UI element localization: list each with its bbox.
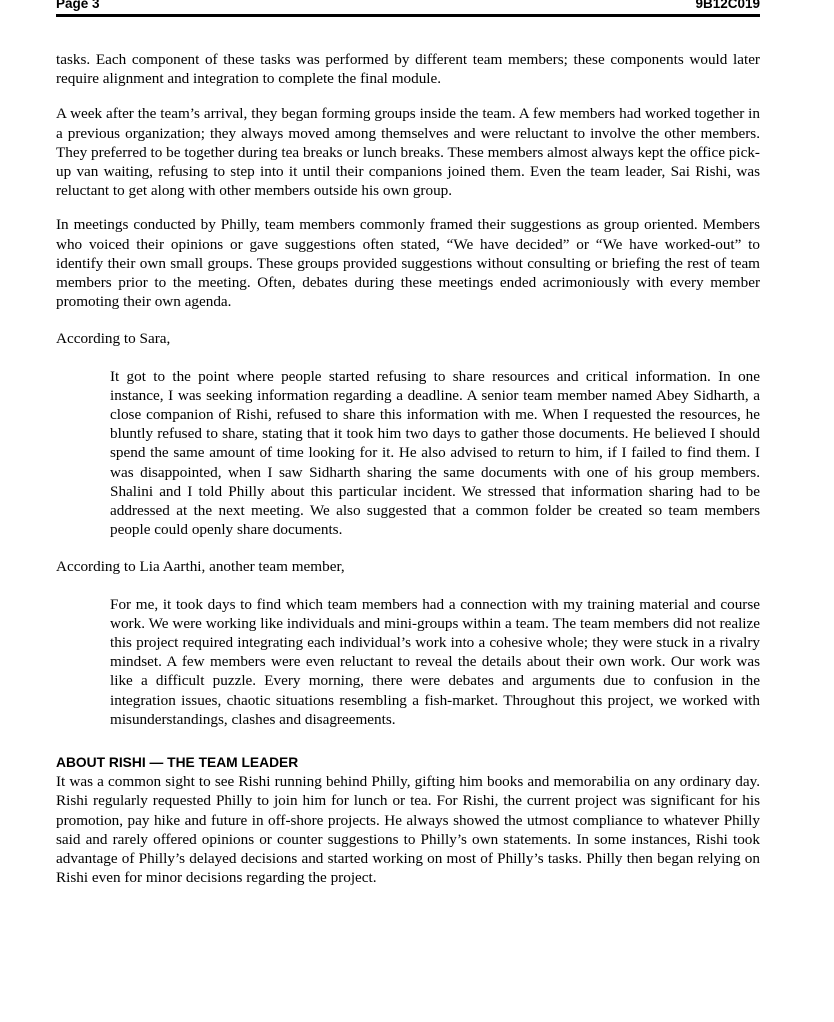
document-body bbox=[56, 50, 760, 887]
section-heading: ABOUT RISHI — THE TEAM LEADER bbox=[56, 755, 299, 771]
paragraph-rishi: It was a common sight to see Rishi running behind Philly, gifting him books and memorabilia on any ordinary day. Rishi regularly requested Philly to join him for lunch or tea. For Rishi, the current project was significant for his promotion, pay hike and future in off-shore projects. He always showed the utmost compliance to whatever Philly said and rarely offered opinions or counter suggestions to Philly’s own statements. In some instances, Rishi took advantage of Philly’s delayed decisions and started working on most of Philly’s tasks. Philly then began relying on Rishi even for minor decisions regarding the project. bbox=[56, 773, 760, 887]
page-header bbox=[56, 0, 760, 14]
paragraph-groups: A week after the team’s arrival, they began forming groups inside the team. A few members had worked together in a previous organization; they always moved among themselves and were reluctant to involve the other members. They preferred to be together during tea breaks or lunch breaks. These members almost always kept the office pick-up van waiting, refusing to step into it until their companions joined them. Even the team leader, Sai Rishi, was reluctant to get along with other members outside his own group. bbox=[56, 105, 760, 200]
paragraph-meetings: In meetings conducted by Philly, team members commonly framed their suggestions as group oriented. Members who voiced their opinions or gave suggestions often stated, “We have decided” or “We have worked-out” to identify their own small groups. These groups provided suggestions without consulting or briefing the rest of team members prior to the meeting. Often, debates during these meetings ended acrimoniously with every member promoting their own agenda. bbox=[56, 216, 760, 311]
quote-sara: It got to the point where people started refusing to share resources and critical information. In one instance, I was seeking information regarding a deadline. A senior team member named Abey Sidharth, a close companion of Rishi, refused to share this information with me. When I requested the resources, he bluntly refused to share, stating that it took him two days to gather those documents. He believed I should spend the same amount of time looking for it. He also advised to return to him, if I failed to find them. I was disappointed, when I saw Sidharth sharing the same documents with one of his group members. Shalini and I told Philly about this particular incident. We stressed that information sharing had to be addressed at the next meeting. We also suggested that a common folder be created so team members people could openly share documents. bbox=[110, 367, 760, 539]
case-number: 9B12C019 bbox=[695, 0, 760, 11]
quote-lia: For me, it took days to find which team members had a connection with my training material and course work. We were working like individuals and mini-groups within a team. The team members did not realize this project required integrating each individual’s work into a cohesive whole; they were stuck in a rivalry mindset. A few members were even reluctant to reveal the details about their own work. Our work was like a difficult puzzle. Every morning, there were debates and arguments due to confusion in the integration issues, chaotic situations resembling a fish-market. Throughout this project, we worked with misunderstandings, clashes and disagreements. bbox=[110, 595, 760, 728]
paragraph-according-sara: According to Sara, bbox=[56, 330, 171, 348]
page-number: Page 3 bbox=[56, 0, 100, 11]
paragraph-tasks: tasks. Each component of these tasks was performed by different team members; these components would later require alignment and integration to complete the final module. bbox=[56, 51, 760, 88]
paragraph-according-lia: According to Lia Aarthi, another team member, bbox=[56, 558, 345, 576]
header-rule bbox=[56, 14, 760, 17]
